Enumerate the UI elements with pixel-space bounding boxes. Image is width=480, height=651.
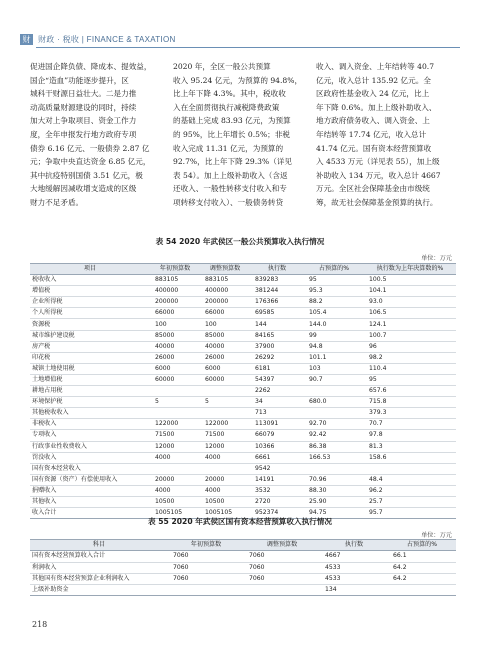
table-cell: 60000 <box>150 374 200 385</box>
text-line: 元；争取中央直达资金 6.85 亿元， <box>30 157 151 167</box>
table-cell: 70.96 <box>304 474 364 485</box>
table-cell: 66.1 <box>388 551 456 562</box>
text-line: 动高质量财源建设的同时，持续 <box>30 102 137 112</box>
table-cell: 144 <box>250 319 304 330</box>
table-cell: 10500 <box>150 496 200 507</box>
table-cell: 124.1 <box>364 319 456 330</box>
column-header: 执行数 <box>250 264 304 275</box>
table-cell: 6661 <box>250 452 304 463</box>
table-cell: 40000 <box>200 341 250 352</box>
table-cell: 85000 <box>200 330 250 341</box>
table-cell: 25.90 <box>304 496 364 507</box>
table-row <box>30 474 456 485</box>
text-column-3 <box>316 60 450 210</box>
table-cell: 100 <box>200 319 250 330</box>
table-cell: 381244 <box>250 286 304 297</box>
table-cell: 房产税 <box>30 341 150 352</box>
table-cell: 4000 <box>200 485 250 496</box>
table-cell: 60000 <box>200 374 250 385</box>
table-cell: 7060 <box>168 551 244 562</box>
column-header: 调整预算数 <box>244 540 320 551</box>
table-cell: 城镇土地使用税 <box>30 363 150 374</box>
table-cell: 国有资本经营收入 <box>30 463 150 474</box>
table-cell: 其他国有资本经营预算企业利润收入 <box>30 573 168 584</box>
table-row <box>30 275 456 286</box>
text-line: 年下降 0.6%。加上上级补助收入、 <box>316 102 437 112</box>
text-line: 收入、调入资金、上年结转等 40.7 <box>316 62 435 71</box>
table-cell: 86.38 <box>304 441 364 452</box>
table-row <box>30 308 456 319</box>
table-row <box>30 551 456 562</box>
table-cell: 66000 <box>200 308 250 319</box>
table-cell: 26000 <box>150 352 200 363</box>
text-line: 区政府性基金收入 24 亿元，比上 <box>316 89 430 99</box>
table-cell: 20000 <box>200 474 250 485</box>
table-cell <box>200 386 250 397</box>
table-cell: 134 <box>320 585 388 596</box>
table-cell: 81.3 <box>364 441 456 452</box>
table-cell: 37900 <box>250 341 304 352</box>
table-cell: 88.2 <box>304 297 364 308</box>
table-cell: 715.8 <box>364 397 456 408</box>
table-cell: 6000 <box>200 363 250 374</box>
table-row <box>30 419 456 430</box>
table-cell: 400000 <box>200 286 250 297</box>
column-header: 执行数为上年决算数的% <box>364 264 456 275</box>
column-header: 占预算的% <box>388 540 456 551</box>
table-cell: 10500 <box>200 496 250 507</box>
table-cell: 专项收入 <box>30 430 150 441</box>
table-cell: 104.1 <box>364 286 456 297</box>
table-cell: 680.0 <box>304 397 364 408</box>
table-cell <box>304 463 364 474</box>
table-cell: 103 <box>304 363 364 374</box>
table-cell: 资源税 <box>30 319 150 330</box>
column-header: 执行数 <box>320 540 388 551</box>
table-cell: 101.1 <box>304 352 364 363</box>
table-cell: 1005105 <box>150 508 200 519</box>
text-line: 还收入、一般性转移支付收入和专 <box>173 184 287 194</box>
text-column-1 <box>30 60 164 210</box>
table-cell: 400000 <box>150 286 200 297</box>
text-line: 筹，故无社会保障基金预算的执行。 <box>316 197 438 207</box>
table-cell: 7060 <box>168 573 244 584</box>
table-cell: 106.5 <box>364 308 456 319</box>
table-55 <box>30 539 456 596</box>
table-row <box>30 363 456 374</box>
table-cell: 收入合计 <box>30 508 150 519</box>
table-cell: 7060 <box>244 573 320 584</box>
table-cell <box>150 463 200 474</box>
table-cell <box>304 386 364 397</box>
table-cell: 40000 <box>150 341 200 352</box>
table-cell: 713 <box>250 408 304 419</box>
finance-logo-icon: 财 <box>20 34 33 45</box>
table-cell: 166.53 <box>304 452 364 463</box>
table-cell: 96.2 <box>364 485 456 496</box>
table-cell: 105.4 <box>304 308 364 319</box>
table-54-caption: 表 54 2020 年武侯区一般公共预算收入执行情况 <box>155 237 325 246</box>
table-cell: 耕地占用税 <box>30 386 150 397</box>
table-cell: 70.7 <box>364 419 456 430</box>
table-cell <box>200 463 250 474</box>
table-cell: 12000 <box>150 441 200 452</box>
table-cell: 90.7 <box>304 374 364 385</box>
table-cell: 100.5 <box>364 275 456 286</box>
table-cell <box>388 585 456 596</box>
table-cell: 税收收入 <box>30 275 150 286</box>
table-cell <box>304 408 364 419</box>
column-header: 项目 <box>30 264 150 275</box>
table-cell: 4000 <box>200 452 250 463</box>
text-line: 2020 年，全区一般公共预算 <box>173 62 271 71</box>
table-cell: 200000 <box>200 297 250 308</box>
table-55-unit: 单位：万元 <box>421 532 452 539</box>
table-cell: 罚没收入 <box>30 452 150 463</box>
table-cell: 非税收入 <box>30 419 150 430</box>
table-cell: 158.6 <box>364 452 456 463</box>
table-cell: 144.0 <box>304 319 364 330</box>
table-cell: 2262 <box>250 386 304 397</box>
table-cell: 84165 <box>250 330 304 341</box>
table-cell: 企业所得税 <box>30 297 150 308</box>
section-title: 财政 · 税收 | FINANCE & TAXATION <box>38 35 176 44</box>
text-line: 其中抗疫特别国债 3.51 亿元，极 <box>30 170 143 180</box>
table-row <box>30 496 456 507</box>
table-cell: 71500 <box>150 430 200 441</box>
table-cell: 95 <box>364 374 456 385</box>
text-line: 地方政府债务收入、调入资金、上 <box>316 116 430 126</box>
table-cell <box>150 408 200 419</box>
table-cell: 99 <box>304 330 364 341</box>
table-row <box>30 441 456 452</box>
text-line: 财力不足矛盾。 <box>30 197 84 207</box>
column-header: 调整预算数 <box>200 264 250 275</box>
table-cell: 94.75 <box>304 508 364 519</box>
table-cell: 国有资源（资产）有偿使用收入 <box>30 474 150 485</box>
table-row <box>30 374 456 385</box>
column-header: 年初预算数 <box>150 264 200 275</box>
table-cell: 69585 <box>250 308 304 319</box>
table-cell: 98.2 <box>364 352 456 363</box>
table-row <box>30 463 456 474</box>
table-cell: 6181 <box>250 363 304 374</box>
table-row <box>30 386 456 397</box>
table-55-caption: 表 55 2020 年武侯区国有资本经营预算收入执行情况 <box>148 517 332 526</box>
table-cell: 利润收入 <box>30 562 168 573</box>
table-row <box>30 485 456 496</box>
table-cell <box>244 585 320 596</box>
table-cell: 34 <box>250 397 304 408</box>
table-cell: 捐赠收入 <box>30 485 150 496</box>
table-cell: 5 <box>200 397 250 408</box>
text-line: 促进国企降负债、降成本、提效益， <box>30 62 152 71</box>
text-line: 年结转等 17.74 亿元，收入总计 <box>316 129 427 139</box>
table-cell: 100 <box>150 319 200 330</box>
table-row <box>30 585 456 596</box>
table-cell: 952374 <box>250 508 304 519</box>
table-cell: 城市维护建设税 <box>30 330 150 341</box>
table-row <box>30 562 456 573</box>
table-cell: 54397 <box>250 374 304 385</box>
table-54 <box>30 263 456 519</box>
table-cell: 95 <box>304 275 364 286</box>
table-cell: 122000 <box>150 419 200 430</box>
table-cell: 3532 <box>250 485 304 496</box>
table-cell: 48.4 <box>364 474 456 485</box>
table-cell: 110.4 <box>364 363 456 374</box>
table-cell <box>168 585 244 596</box>
table-row <box>30 286 456 297</box>
table-header-row <box>30 540 456 551</box>
table-cell: 93.0 <box>364 297 456 308</box>
text-line: 亿元，收入总计 135.92 亿元。全 <box>316 75 431 85</box>
text-line: 的基础上完成 83.93 亿元，为预算 <box>173 116 291 126</box>
table-row <box>30 352 456 363</box>
table-row <box>30 330 456 341</box>
text-line: 入在全面贯彻执行减税降费政策 <box>173 102 280 112</box>
table-row <box>30 573 456 584</box>
table-cell: 2720 <box>250 496 304 507</box>
table-cell: 6000 <box>150 363 200 374</box>
page-number: 218 <box>32 620 48 629</box>
table-cell: 5 <box>150 397 200 408</box>
table-cell: 95.7 <box>364 508 456 519</box>
table-cell: 66079 <box>250 430 304 441</box>
body-text <box>30 60 450 225</box>
table-cell: 26000 <box>200 352 250 363</box>
table-cell: 92.42 <box>304 430 364 441</box>
column-header: 占预算的% <box>304 264 364 275</box>
text-line: 大地缓解因减收增支造成的区级 <box>30 184 137 194</box>
header-divider <box>36 47 460 48</box>
table-cell: 其他税收收入 <box>30 408 150 419</box>
table-cell: 176366 <box>250 297 304 308</box>
table-cell: 20000 <box>150 474 200 485</box>
table-row <box>30 341 456 352</box>
table-row <box>30 430 456 441</box>
table-row <box>30 297 456 308</box>
table-cell: 上级补助资金 <box>30 585 168 596</box>
table-cell: 88.30 <box>304 485 364 496</box>
table-cell: 64.2 <box>388 573 456 584</box>
table-cell: 92.70 <box>304 419 364 430</box>
table-cell: 环境保护税 <box>30 397 150 408</box>
table-cell: 土地增值税 <box>30 374 150 385</box>
table-cell: 657.6 <box>364 386 456 397</box>
table-cell: 97.8 <box>364 430 456 441</box>
table-cell: 个人所得税 <box>30 308 150 319</box>
table-cell: 883105 <box>200 275 250 286</box>
table-cell: 95.3 <box>304 286 364 297</box>
table-54-unit: 单位：万元 <box>421 255 452 262</box>
text-line: 的 95%，比上年增长 0.5%；非税 <box>173 129 290 139</box>
table-cell: 4667 <box>320 551 388 562</box>
text-line: 92.7%，比上年下降 29.3%（详见 <box>173 157 293 167</box>
table-cell: 印花税 <box>30 352 150 363</box>
table-cell: 100.7 <box>364 330 456 341</box>
column-header: 年初预算数 <box>168 540 244 551</box>
table-cell: 4533 <box>320 573 388 584</box>
text-line: 比上年下降 4.3%。其中，税收收 <box>173 89 286 99</box>
column-header: 科目 <box>30 540 168 551</box>
table-cell: 其他收入 <box>30 496 150 507</box>
table-row <box>30 408 456 419</box>
table-cell: 12000 <box>200 441 250 452</box>
table-cell: 增值税 <box>30 286 150 297</box>
text-line: 加大对上争取项目、资金工作力 <box>30 116 137 126</box>
table-row <box>30 319 456 330</box>
table-row <box>30 397 456 408</box>
text-line: 收入完成 11.31 亿元，为预算的 <box>173 143 284 153</box>
text-line: 国企“造血”功能逐步提升，区 <box>30 75 129 85</box>
text-line: 收入 95.24 亿元，为预算的 94.8%， <box>173 75 303 85</box>
table-cell: 7060 <box>244 551 320 562</box>
text-line: 表 54）。加上上级补助收入（含返 <box>173 170 288 180</box>
table-cell: 1005105 <box>200 508 250 519</box>
table-cell: 94.8 <box>304 341 364 352</box>
table-cell: 14191 <box>250 474 304 485</box>
text-line: 补助收入 134 万元，收入总计 4667 <box>316 170 441 180</box>
table-cell: 10366 <box>250 441 304 452</box>
table-cell: 85000 <box>150 330 200 341</box>
page-header <box>0 0 480 52</box>
table-cell: 4000 <box>150 452 200 463</box>
table-cell: 883105 <box>150 275 200 286</box>
text-line: 债券 6.16 亿元、一般债券 2.87 亿 <box>30 143 150 153</box>
table-cell: 4533 <box>320 562 388 573</box>
table-cell <box>150 386 200 397</box>
table-header-row <box>30 264 456 275</box>
table-cell: 7060 <box>244 562 320 573</box>
table-cell: 25.7 <box>364 496 456 507</box>
text-line: 万元。全区社会保障基金由市级统 <box>316 184 430 194</box>
table-cell: 839283 <box>250 275 304 286</box>
table-cell: 96 <box>364 341 456 352</box>
table-cell <box>364 463 456 474</box>
table-cell: 379.3 <box>364 408 456 419</box>
table-cell: 9542 <box>250 463 304 474</box>
text-line: 城科干财源日益壮大。二是力推 <box>30 89 137 99</box>
table-cell: 4000 <box>150 485 200 496</box>
table-cell: 122000 <box>200 419 250 430</box>
text-line: 项转移支付收入）、一般债务转贷 <box>173 197 284 207</box>
table-cell <box>200 408 250 419</box>
table-cell: 66000 <box>150 308 200 319</box>
table-cell: 行政事业性收费收入 <box>30 441 150 452</box>
text-column-2 <box>173 60 307 210</box>
table-cell: 113091 <box>250 419 304 430</box>
text-line: 度，全年申报发行地方政府专项 <box>30 129 137 139</box>
table-cell: 200000 <box>150 297 200 308</box>
text-line: 41.74 亿元。国有资本经营预算收 <box>316 143 432 153</box>
table-row <box>30 452 456 463</box>
table-cell: 7060 <box>168 562 244 573</box>
text-line: 入 4533 万元（详见表 55），加上级 <box>316 157 440 167</box>
table-cell: 26292 <box>250 352 304 363</box>
table-cell: 71500 <box>200 430 250 441</box>
table-cell: 国有资本经营预算收入合计 <box>30 551 168 562</box>
table-cell: 64.2 <box>388 562 456 573</box>
